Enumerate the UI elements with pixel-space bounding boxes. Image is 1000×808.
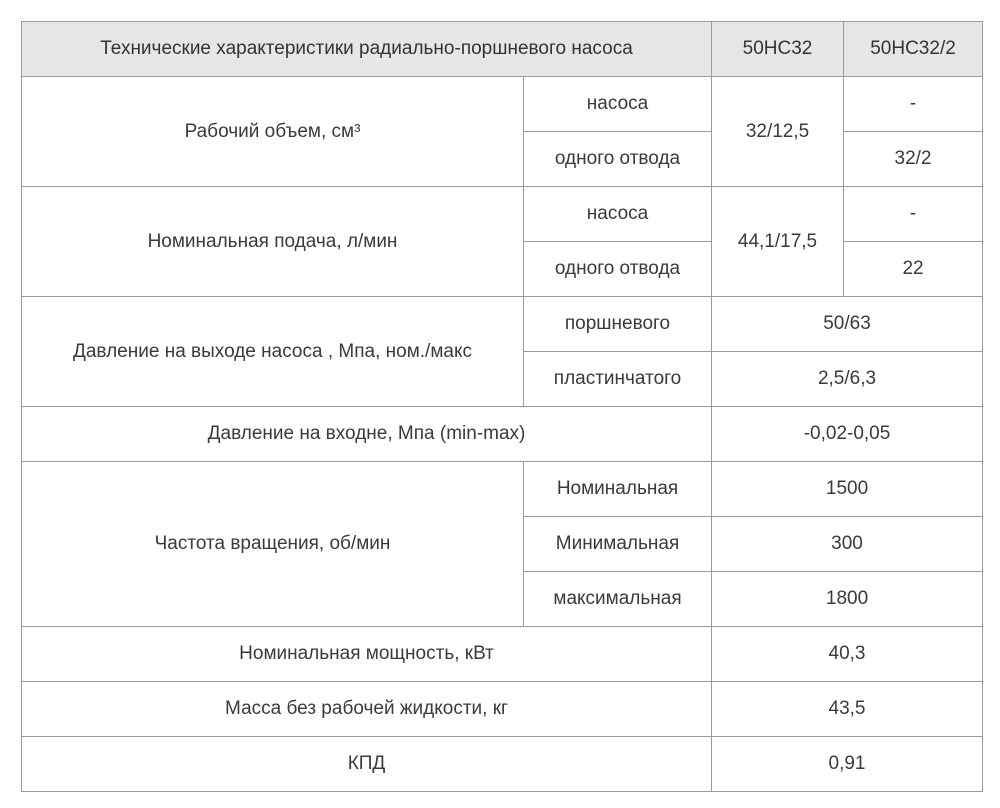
value-cell: 22 [844,242,983,297]
table-row [22,187,983,242]
value-cell: 32/12,5 [712,77,844,187]
row-label-nominal-power: Номинальная мощность, кВт [22,627,712,682]
table-row [22,462,983,517]
value-cell: 1500 [712,462,983,517]
sub-label: Минимальная [524,517,712,572]
row-label-rotation-speed: Частота вращения, об/мин [22,462,524,627]
row-label-efficiency: КПД [22,737,712,792]
table-row [22,77,983,132]
row-label-inlet-pressure: Давление на входне, Мпа (min-max) [22,407,712,462]
value-cell: 43,5 [712,682,983,737]
spec-table [21,21,983,792]
value-cell: -0,02-0,05 [712,407,983,462]
table-row [22,297,983,352]
table-title: Технические характеристики радиально-поршневого насоса [22,22,712,77]
sub-label: Номинальная [524,462,712,517]
value-cell: 300 [712,517,983,572]
sub-label: поршневого [524,297,712,352]
row-label-working-volume: Рабочий объем, см³ [22,77,524,187]
value-cell: - [844,187,983,242]
sub-label: максимальная [524,572,712,627]
value-cell: 32/2 [844,132,983,187]
sub-label: одного отвода [524,132,712,187]
table-row [22,627,983,682]
sub-label: пластинчатого [524,352,712,407]
value-cell: 40,3 [712,627,983,682]
value-cell: - [844,77,983,132]
row-label-nominal-flow: Номинальная подача, л/мин [22,187,524,297]
sub-label: одного отвода [524,242,712,297]
value-cell: 44,1/17,5 [712,187,844,297]
table-row [22,407,983,462]
value-cell: 50/63 [712,297,983,352]
value-cell: 0,91 [712,737,983,792]
spec-table-container [21,21,983,792]
row-label-outlet-pressure: Давление на выходе насоса , Мпа, ном./макс [22,297,524,407]
table-row [22,682,983,737]
value-cell: 2,5/6,3 [712,352,983,407]
sub-label: насоса [524,77,712,132]
table-header-row [22,22,983,77]
value-cell: 1800 [712,572,983,627]
sub-label: насоса [524,187,712,242]
column-header-50hc32-2: 50НС32/2 [844,22,983,77]
table-row [22,737,983,792]
row-label-mass: Масса без рабочей жидкости, кг [22,682,712,737]
column-header-50hc32: 50НС32 [712,22,844,77]
